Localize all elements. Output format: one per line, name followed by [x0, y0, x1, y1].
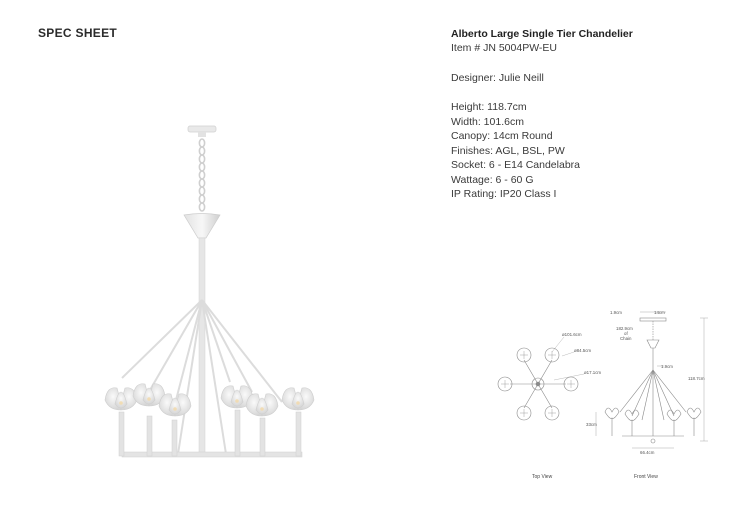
spec-socket: Socket: 6 - E14 Candelabra [451, 159, 580, 171]
dim-stem: 1.9cm [661, 364, 673, 369]
top-view [498, 337, 584, 420]
dim-chain-length: 182.9cm [616, 326, 633, 331]
dim-chain-word: Chain [620, 336, 632, 341]
front-view-label: Front View [634, 474, 658, 480]
spec-width: Width: 101.6cm [451, 115, 524, 128]
dim-chain-of: of [624, 331, 628, 336]
product-info [451, 27, 731, 202]
product-photo [38, 120, 378, 485]
technical-drawing [454, 300, 734, 490]
dim-arm-diameter: ø84.5cm [574, 348, 592, 353]
designer: Designer: Julie Neill [451, 71, 544, 84]
dim-canopy-width: 1.9cm [610, 310, 622, 315]
dim-height: 118.7cm [688, 376, 705, 381]
spec-wattage: Wattage: 6 - 60 G [451, 173, 534, 186]
dim-canopy-depth: 14cm [654, 310, 665, 315]
dim-overall-diameter: ø101.6cm [562, 332, 582, 337]
dim-center-diameter: ø17.1cm [584, 370, 602, 375]
page-title: SPEC SHEET [38, 26, 118, 40]
dim-inner-width: 66.4cm [640, 450, 655, 455]
item-number: Item # JN 5004PW-EU [451, 42, 558, 54]
spec-height: Height: 118.7cm [451, 101, 527, 113]
dim-cup-height: 33cm [586, 422, 597, 427]
top-view-label: Top View [532, 474, 553, 480]
spec-canopy: Canopy: 14cm Round [451, 130, 553, 142]
spec-ip-rating: IP Rating: IP20 Class I [451, 188, 557, 200]
spec-finishes: Finishes: AGL, BSL, PW [451, 144, 565, 157]
product-name: Alberto Large Single Tier Chandelier [451, 28, 633, 40]
